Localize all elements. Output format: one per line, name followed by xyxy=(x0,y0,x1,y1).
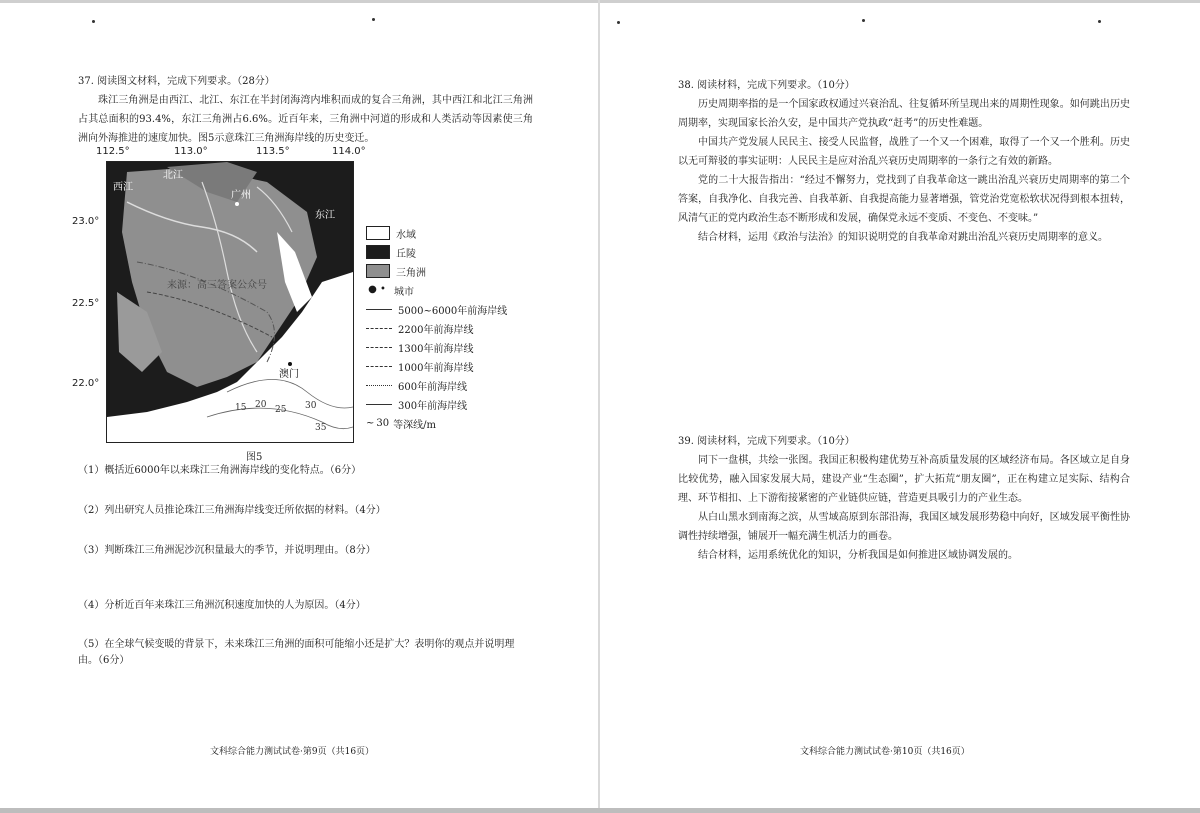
depth-label: 35 xyxy=(315,423,327,433)
legend-label: 等深线/m xyxy=(393,419,436,431)
figure-5-map xyxy=(72,146,544,476)
sub-question-1: （1）概括近6000年以来珠江三角洲海岸线的变化特点。（6分） xyxy=(78,465,362,476)
legend-label: 三角洲 xyxy=(396,267,426,279)
label-beijiang: 北江 xyxy=(163,170,183,181)
legend-line xyxy=(366,309,392,310)
depth-label: 15 xyxy=(235,403,247,413)
left-footer: 文科综合能力测试试卷·第9页（共16页） xyxy=(210,747,375,757)
right-page xyxy=(600,0,1200,813)
legend-city xyxy=(366,283,414,297)
legend-coast-600 xyxy=(366,378,467,392)
question-38-para: 历史周期率指的是一个国家政权通过兴衰治乱、往复循环所呈现出来的周期性现象。如何跳出历史周期率，实现国家长治久安，是中国共产党执政“赶考”的历史性难题。 xyxy=(678,99,1130,129)
figure-caption: 图5 xyxy=(246,452,263,463)
lon-label: 114.0° xyxy=(332,146,366,157)
question-39 xyxy=(678,432,1130,565)
legend-line xyxy=(366,404,392,405)
depth-label: 20 xyxy=(255,400,267,410)
legend-hill xyxy=(366,245,416,259)
lon-label: 112.5° xyxy=(96,146,130,157)
city-dots-icon: ● • xyxy=(368,284,386,295)
question-38-para: 党的二十大报告指出：“经过不懈努力，党找到了自我革命这一跳出治乱兴衰历史周期率的第二个答案，自我净化、自我完善、自我革新、自我提高能力显著增强，管党治党宽松软状况得到根本扭转，风清气正的党内政治生态不断形成和发展，确保党永远不变质、不变色、不变味。” xyxy=(678,175,1130,224)
lat-label: 22.5° xyxy=(72,298,100,309)
legend-coast-300 xyxy=(366,397,467,411)
lat-label: 23.0° xyxy=(72,216,100,227)
depth-label: 25 xyxy=(275,405,287,415)
legend-line xyxy=(366,328,392,329)
question-39-para: 同下一盘棋，共绘一张图。我国正积极构建优势互补高质量发展的区域经济布局。各区域立足自身比较优势，融入国家发展大局，建设产业“生态圈”，扩大拓荒“朋友圈”，正在构建立足实际、结构合理、环节相扣、上下游衔接紧密的产业链供应链，营造更具吸引力的产业生态。 xyxy=(678,455,1130,504)
question-37 xyxy=(78,72,533,148)
legend-label: 1300年前海岸线 xyxy=(398,343,474,355)
wave-icon: ~ xyxy=(366,417,375,429)
legend-label: 300年前海岸线 xyxy=(398,400,468,412)
question-38-task: 结合材料，运用《政治与法治》的知识说明党的自我革命对跳出治乱兴衰历史周期率的意义。 xyxy=(698,232,1108,243)
legend-coast-1300 xyxy=(366,340,473,354)
question-39-head: 39. 阅读材料，完成下列要求。（10分） xyxy=(678,436,855,447)
label-guangzhou: 广州 xyxy=(231,190,251,201)
legend-label: 5000~6000年前海岸线 xyxy=(398,305,508,317)
question-38 xyxy=(678,76,1130,247)
question-38-para: 中国共产党发展人民民主、接受人民监督，战胜了一个又一个困难，取得了一个又一个胜利。历史以无可辩驳的事实证明：人民民主是应对治乱兴衰历史周期率的一条行之有效的新路。 xyxy=(678,137,1130,167)
legend-label: 水域 xyxy=(396,229,416,241)
sub-question-2: （2）列出研究人员推论珠江三角洲海岸线变迁所依据的材料。（4分） xyxy=(78,505,386,516)
lat-label: 22.0° xyxy=(72,378,100,389)
lon-label: 113.0° xyxy=(174,146,208,157)
label-macau: 澳门 xyxy=(279,369,299,380)
label-xijiang: 西江 xyxy=(113,182,133,193)
legend-label: 1000年前海岸线 xyxy=(398,362,474,374)
watermark-text: 来源：高三答案公众号 xyxy=(167,280,267,291)
legend-label: 2200年前海岸线 xyxy=(398,324,474,336)
right-footer: 文科综合能力测试试卷·第10页（共16页） xyxy=(800,747,970,757)
question-38-head: 38. 阅读材料，完成下列要求。（10分） xyxy=(678,80,855,91)
legend-line xyxy=(366,366,392,367)
legend-label: 城市 xyxy=(394,286,414,298)
legend-coast-1000 xyxy=(366,359,473,373)
legend-swatch xyxy=(366,226,390,240)
lon-label: 113.5° xyxy=(256,146,290,157)
legend-swatch xyxy=(366,264,390,278)
sub-question-4: （4）分析近百年来珠江三角洲沉积速度加快的人为原因。（4分） xyxy=(78,600,366,611)
question-39-task: 结合材料，运用系统优化的知识，分析我国是如何推进区域协调发展的。 xyxy=(698,550,1018,561)
question-39-para: 从白山黑水到南海之滨，从雪域高原到东部沿海，我国区域发展形势稳中向好，区域发展平衡性协调性持续增强，铺展开一幅充满生机活力的画卷。 xyxy=(678,512,1130,542)
legend-coast-2200 xyxy=(366,321,473,335)
city-point xyxy=(235,202,239,206)
legend-depth xyxy=(366,416,436,430)
depth-label: 30 xyxy=(305,401,317,411)
sub-question-5: （5）在全球气候变暖的背景下，未来珠江三角洲的面积可能缩小还是扩大？表明你的观点并说明理由。（6分） xyxy=(78,639,515,666)
question-37-head: 37. 阅读图文材料，完成下列要求。（28分） xyxy=(78,76,275,87)
legend-delta xyxy=(366,264,426,278)
legend-line xyxy=(366,385,392,386)
legend-water xyxy=(366,226,416,240)
delta-map xyxy=(106,161,354,443)
legend-label: 600年前海岸线 xyxy=(398,381,468,393)
legend-label: 丘陵 xyxy=(396,248,416,260)
legend-coast-6000 xyxy=(366,302,507,316)
legend-sample-depth: 30 xyxy=(376,417,390,429)
legend-line xyxy=(366,347,392,348)
city-point xyxy=(288,362,292,366)
legend-swatch xyxy=(366,245,390,259)
label-dongjiang: 东江 xyxy=(315,210,335,221)
question-37-material: 珠江三角洲是由西江、北江、东江在半封闭海湾内堆积而成的复合三角洲，其中西江和北江三角洲占其总面积的93.4%，东江三角洲占6.6%。近百年来，三角洲中河道的形成和人类活动等因素使三角洲向外海推进的速度加快。图5示意珠江三角洲海岸线的历史变迁。 xyxy=(78,95,533,144)
sub-question-3: （3）判断珠江三角洲泥沙沉积量最大的季节，并说明理由。（8分） xyxy=(78,545,376,556)
